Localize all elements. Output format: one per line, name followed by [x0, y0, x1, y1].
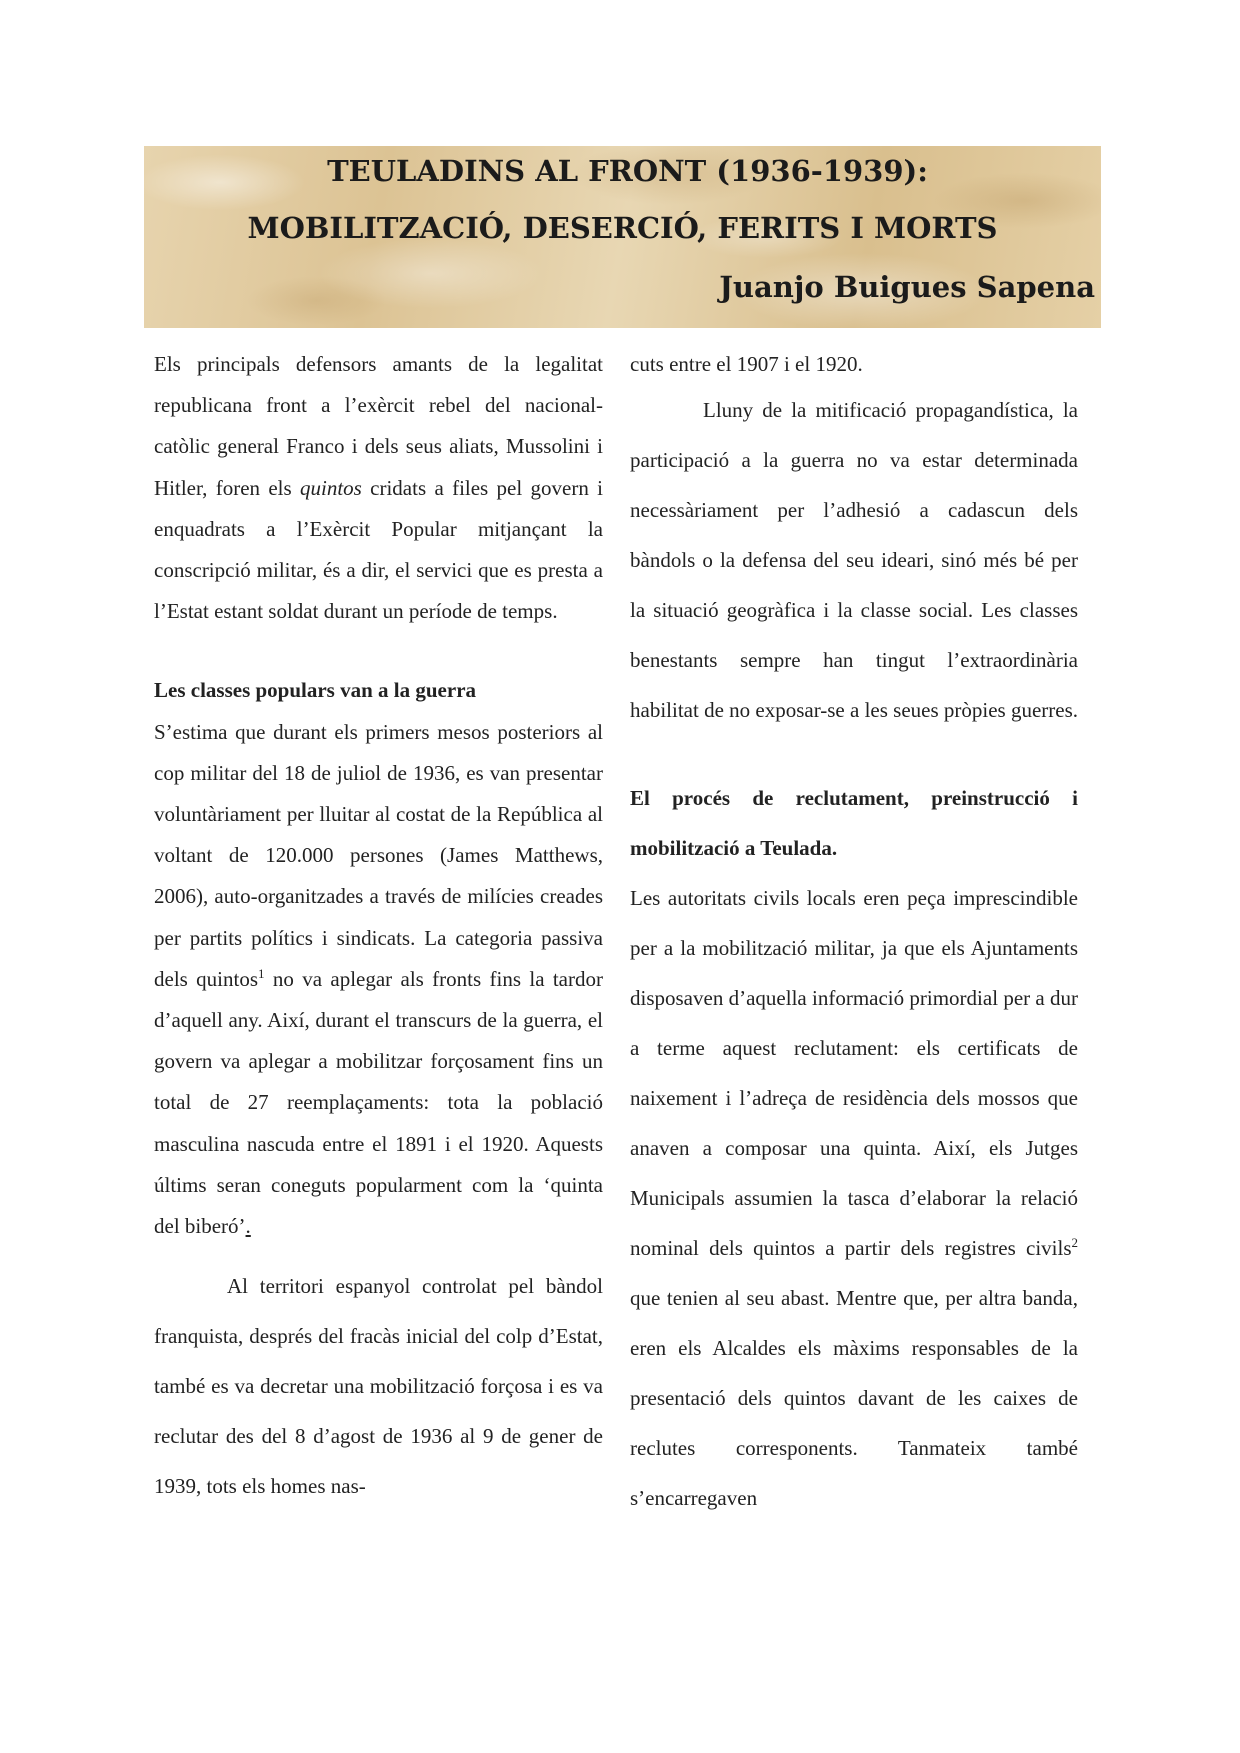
- title-line-2: MOBILITZACIÓ, DESERCIÓ, FERITS I MORTS: [247, 211, 998, 245]
- paragraph-mitificacio: Lluny de la mitificació propagandística, la participació a la guerra no va estar determinada necessàriament per l’adhesió a cadascun dels bàndols o la defensa del seu ideari, sinó més bé per la situació geogràfica i la classe social. Les classes benestants sempre han tingut l’extraordinària habilitat de no exposar-se a les seues pròpies guerres.: [630, 398, 1079, 723]
- right-column: [630, 338, 1078, 1523]
- para2-text-1: S’estima que durant els primers mesos posteriors al cop militar del 18 de juliol de 1936, es van presentar voluntàriament per lluitar al costat de la República al voltant de 120.000 persones (James Matthews, 2006), auto-organitzades a través de milícies creades per partits polítics i sindicats. La categoria passiva dels quintos: [154, 719, 603, 991]
- paragraph-franquista: Al territori espanyol controlat pel bàndol franquista, després del fracàs inicial del colp d’Estat, també es va decretar una mobilització forçosa i es va reclutar des del 8 d’agost de 1936 al 9 de gener de 1939, tots els homes nas-: [154, 1274, 603, 1499]
- intro-italic-term: quintos: [299, 475, 362, 500]
- title-line-1: TEULADINS AL FRONT (1936-1939):: [327, 154, 928, 188]
- paragraph-autoritats: [630, 873, 1078, 1523]
- title-banner: [144, 146, 1101, 328]
- intro-paragraph: [154, 344, 603, 632]
- footnote-ref-1[interactable]: 1: [258, 965, 265, 981]
- intro-text-1: Els principals defensors amants de la legalitat republicana front a l’exèrcit rebel del nacional-catòlic general Franco i dels seus aliats, Mussolini i Hitler, foren els: [154, 352, 603, 500]
- author-name: Juanjo Buigues Sapena: [719, 270, 1095, 304]
- continuation-line: cuts entre el 1907 i el 1920.: [630, 352, 863, 376]
- footnote-ref-2[interactable]: 2: [1071, 1235, 1078, 1251]
- para2-text-2: no va aplegar als fronts fins la tardor d’aquell any. Així, durant el transcurs de la guerra, el govern va aplegar a mobilitzar forçosament fins un total de 27 reemplaçaments: tota la població masculina nascuda entre el 1891 i el 1920. Aquests últims seran coneguts popularment com la ‘quinta del biberó’: [154, 966, 603, 1239]
- section-heading-1: Les classes populars van a la guerra: [154, 678, 477, 703]
- section-heading-2: El procés de reclutament, preinstrucció i mobilització a Teulada.: [630, 786, 1078, 861]
- paragraph-classes-populars: [154, 712, 603, 1248]
- parab-text-1: Les autoritats civils locals eren peça imprescindible per a la mobilització militar, ja que els Ajuntaments disposaven d’aquella informació primordial per a dur a terme aquest reclutament: els certificats de naixement i l’adreça de residència dels mossos que anaven a composar una quinta. Així, els Jutges Municipals assumien la tasca d’elaborar la relació nominal dels quintos a partir dels registres civils: [630, 886, 1078, 1261]
- intro-text-2: cridats a files pel govern i enquadrats a l’Exèrcit Popular mitjançant la conscripció militar, és a dir, el servici que es presta a l’Estat estant soldat durant un període de temps.: [154, 475, 603, 624]
- parab-text-2: que tenien al seu abast. Mentre que, per altra banda, eren els Alcaldes els màxims responsables de la presentació dels quintos davant de les caixes de reclutes corresponents. Tanmateix també s’encarregaven: [630, 1286, 1078, 1511]
- left-column: [154, 338, 603, 1511]
- para2-end-mark: .: [245, 1214, 251, 1239]
